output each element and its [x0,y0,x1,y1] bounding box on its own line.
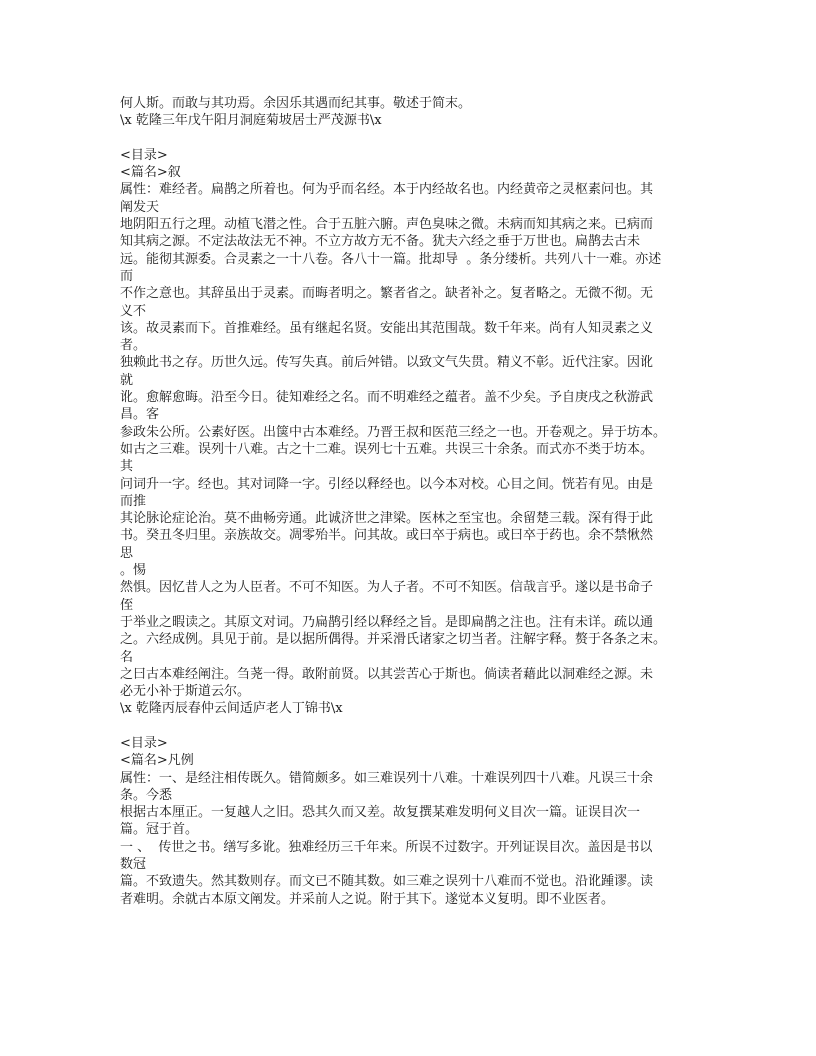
document-page [120,95,700,908]
text-line: 之。六经成例。具见于前。是以据所偶得。并采滑氏诸家之切当者。注解字释。赘于各条之末。 [120,632,667,648]
text-line: 然惧。因忆昔人之为人臣者。不可不知医。为人子者。不可不知医。信哉言乎。遂以是书命子 [120,580,654,596]
text-line: 属性：一、是经注相传既久。错简颇多。如三难误列十八难。十难误列四十八难。凡误三十余 [120,770,654,786]
text-line: 数冠 [120,857,147,873]
text-line: 知其病之源。不定法故法无不神。不立方故方无不备。犹夫六经之垂于万世也。扁鹊去古未 [120,234,641,250]
text-line: 思 [120,545,134,561]
text-line: 而推 [120,493,147,509]
text-line: 参政朱公所。公素好医。出箧中古本难经。乃晋王叔和医范三经之一也。开卷观之。异于坊本。 [120,424,667,440]
text-line: 根据古本厘正。一复越人之旧。恐其久而又差。故复撰某难发明何义目次一篇。证误目次一 [120,805,641,821]
text-line: 篇。不致遗失。然其数则存。而文已不随其数。如三难之误列十八难而不觉也。沿讹踵谬。读 [120,874,654,890]
text-line: 者难明。余就古本原文阐发。并采前人之说。附于其下。遂觉本义复明。即不业医者。 [120,891,615,907]
text-line: \x 乾隆三年戊午阳月洞庭菊坡居士严茂源书\x [120,113,382,129]
text-line: 必无小补于斯道云尔。 [120,684,251,700]
text-line: 于举业之暇读之。其原文对词。乃扁鹊引经以释经之旨。是即扁鹊之注也。注有未详。疏以通 [120,614,654,630]
blank-line [120,130,700,147]
text-line: <目录> [120,735,168,751]
text-line: 条。今悉 [120,787,173,803]
text-line: \x 乾隆丙辰春仲云间适庐老人丁锦书\x [120,701,343,717]
text-line: 独赖此书之存。历世久远。传写失真。前后舛错。以致文气失贯。精义不彰。近代注家。因讹 [120,355,654,371]
text-line: 之曰古本难经阐注。刍荛一得。敢附前贤。以其尝苦心于斯也。倘读者藉此以洞难经之源。未 [120,666,654,682]
blank-line [120,718,700,735]
text-line: 该。故灵素而下。首推难经。虽有继起名贤。安能出其范围哉。数千年来。尚有人知灵素之义 [120,320,654,336]
text-line: 一 、 传世之书。缮写多讹。独难经历三千年来。所误不过数字。开列证误目次。盖因是书以 [120,839,653,855]
text-line: 何人斯。而敢与其功焉。余因乐其遇而纪其事。敬述于简末。 [120,96,472,111]
text-line: 者。 [120,338,147,354]
text-line: 篇。冠于首。 [120,822,199,838]
text-line: 远。能彻其源委。合灵素之一十八卷。各八十一篇。批却导 。条分缕析。共列八十一难。亦述 [120,251,662,267]
text-line: 就 [120,372,134,388]
text-line: 属性：难经者。扁鹊之所着也。何为乎而名经。本于内经故名也。内经黄帝之灵枢素问也。其 [120,182,654,198]
text-line: 而 [120,268,134,284]
text-line: 阐发天 [120,199,160,215]
text-line: <篇名>凡例 [120,753,194,769]
text-line: 如古之三难。误列十八难。古之十二难。误列七十五难。共误三十余条。而式亦不类于坊本。 [120,441,654,457]
text-line: 名 [120,649,134,665]
text-line: 地阴阳五行之理。动植飞潜之性。合于五脏六腑。声色臭味之微。未病而知其病之来。已病而 [120,217,654,233]
text-line: 其论脉论症论治。莫不曲畅旁通。此诚济世之津梁。医林之至宝也。余留楚三载。深有得于此 [120,511,654,527]
text-line: 昌。客 [120,407,160,423]
text-line: <篇名>叙 [120,165,181,181]
text-line: 。惕 [120,563,147,579]
text-line: 其 [120,459,134,475]
text-line: 问词升一字。经也。其对词降一字。引经以释经也。以今本对校。心目之间。恍若有见。由是 [120,476,654,492]
text-line: 书。癸丑冬归里。亲族故交。凋零殆半。问其故。或曰卒于病也。或曰卒于药也。余不禁愀然 [120,528,654,544]
text-line: <目录> [120,147,168,163]
text-line: 不作之意也。其辞虽出于灵素。而晦者明之。繁者省之。缺者补之。复者略之。无微不彻。无 [120,286,654,302]
text-line: 侄 [120,597,134,613]
text-line: 讹。愈解愈晦。沿至今日。徒知难经之名。而不明难经之蕴者。盖不少矣。予自庚戌之秋游武 [120,390,654,406]
text-line: 义不 [120,303,147,319]
